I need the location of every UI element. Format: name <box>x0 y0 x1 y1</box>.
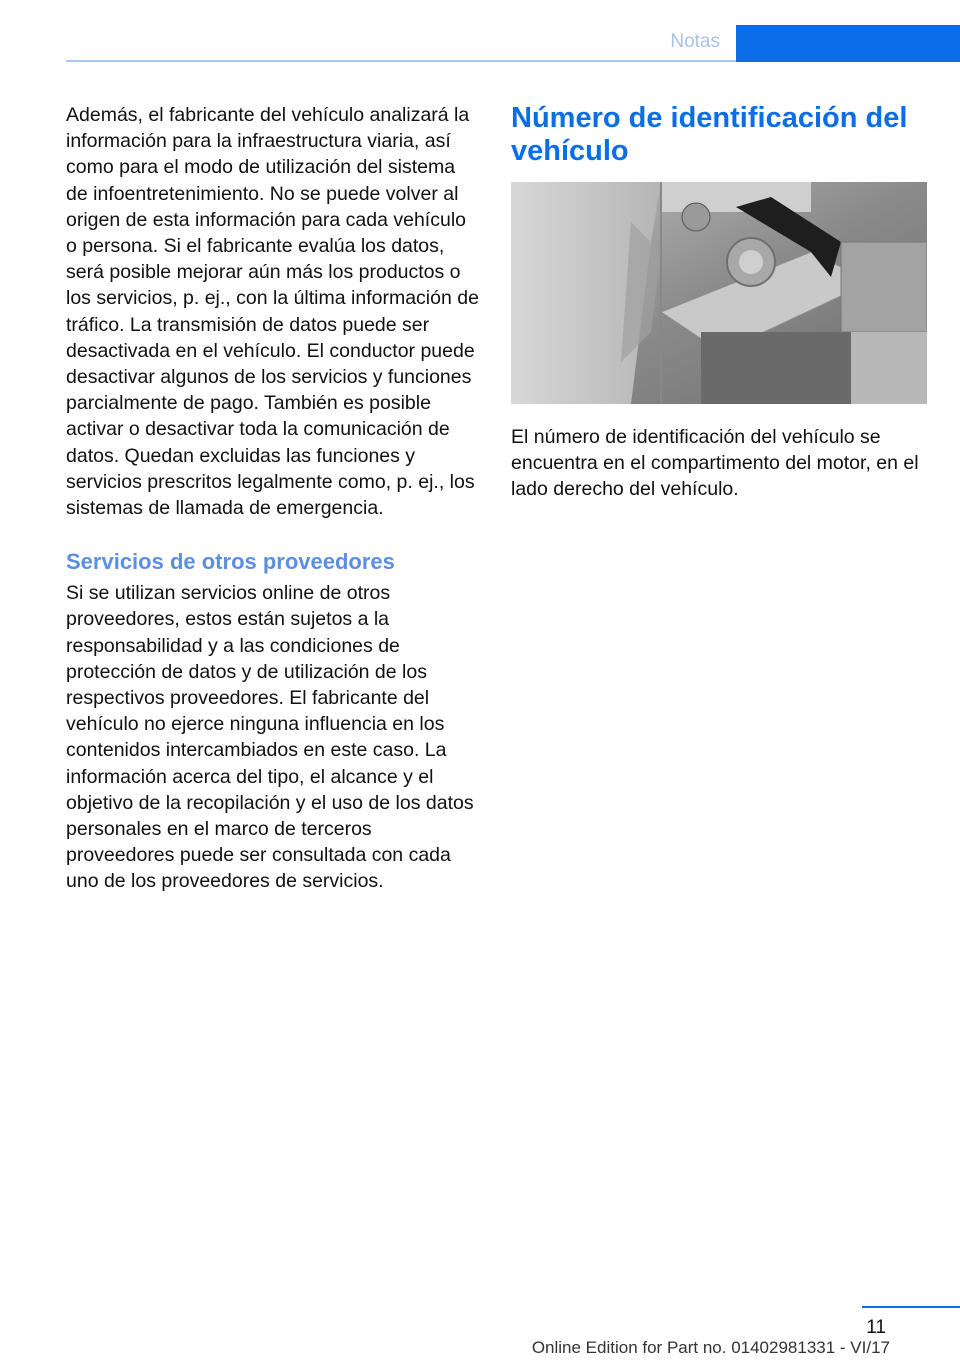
intro-paragraph: Además, el fabricante del vehículo analizará la información para la infraestructura viaria, así como para el modo de utilización del sistema de infoentretenimiento. No se puede volver al origen de esta información para cada vehículo o persona. Si el fabricante evalúa los datos, será posible mejorar aún más los productos o los servicios, p. ej., con la última información de tráfico. La transmisión de datos puede ser desactivada en el vehículo. El conductor puede desactivar algunos de los servicios y funciones parcialmente de pago. También es posible activar o desactivar toda la comunicación de datos. Quedan excluidas las funciones y servicios prescritos legalmente como, p. ej., los sistemas de llamada de emergencia. <box>66 104 479 520</box>
footer-rule <box>862 1306 960 1308</box>
vin-paragraph: El número de identificación del vehículo se encuentra en el compartimento del motor, en el lado derecho del vehículo. <box>511 426 919 501</box>
section-heading-third-party: Servicios de otros proveedores <box>66 549 395 575</box>
third-party-paragraph: Si se utilizan servicios online de otros proveedores, estos están sujetos a la responsabilidad y a las condiciones de protección de datos y de utilización de los respectivos proveedores. El fabricante del vehículo no ejerce ninguna influencia en los contenidos intercambiados en este caso. La información acerca del tipo, el alcance y el objetivo de la recopilación y el uso de los datos personales en el marco de terceros proveedores puede ser consultada con cada uno de los proveedores de servicios. <box>66 582 474 893</box>
engine-compartment-photo <box>511 182 927 404</box>
page-number: 11 <box>866 1317 886 1338</box>
left-column <box>66 102 482 895</box>
footer-edition-text: Online Edition for Part no. 01402981331 - VI/17 <box>531 1338 890 1357</box>
header-accent-block <box>736 25 960 62</box>
header-section-title: Notas <box>670 31 720 52</box>
vin-heading: Número de identificación del vehículo <box>511 102 908 167</box>
right-column <box>511 102 931 503</box>
header-rule <box>66 60 736 62</box>
